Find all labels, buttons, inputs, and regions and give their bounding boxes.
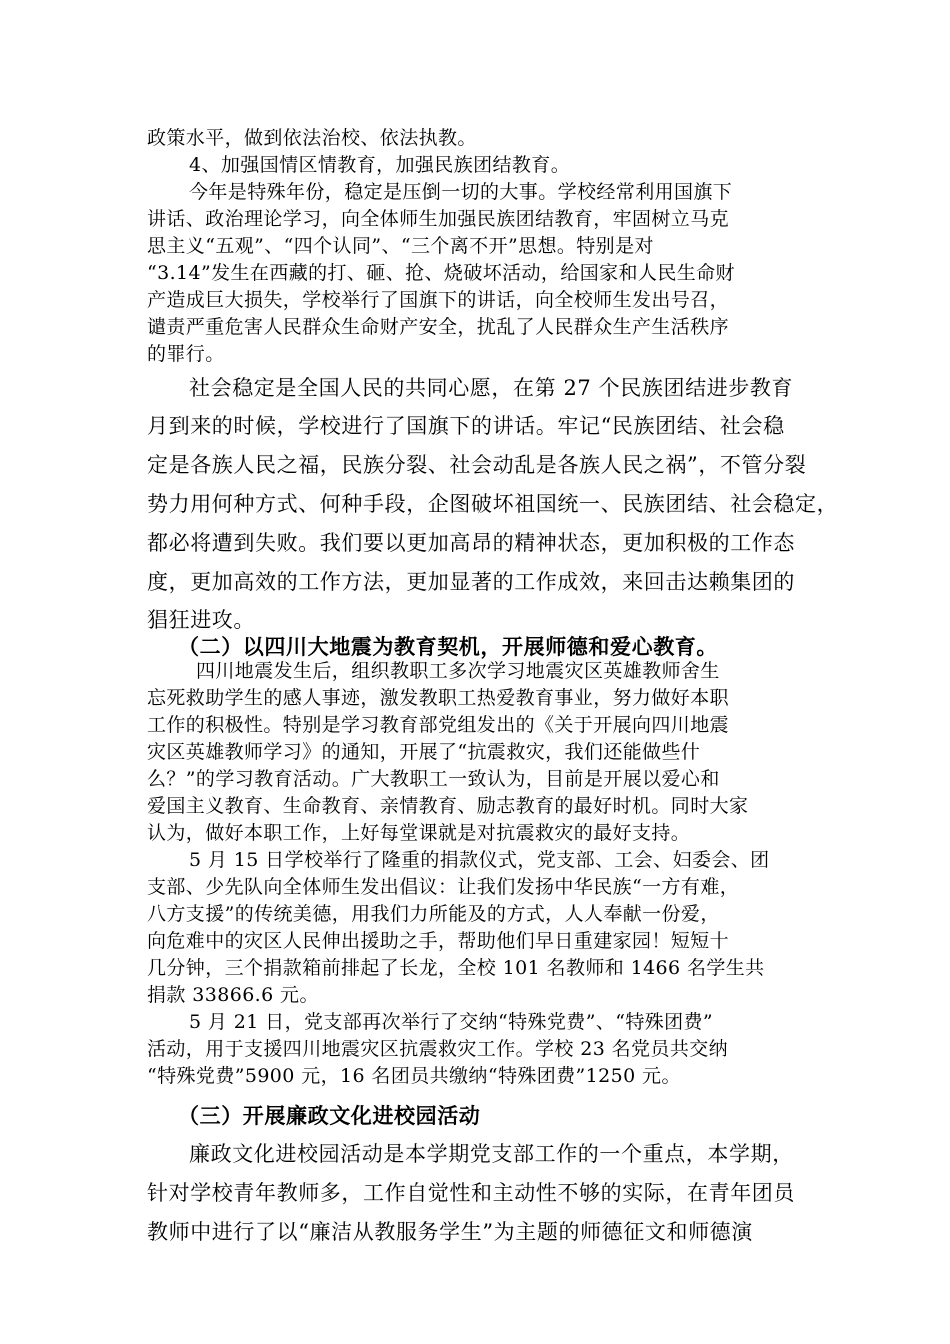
text-line: 都必将遭到失败。我们要以更加高昂的精神状态，更加积极的工作态	[147, 531, 795, 555]
text-line: 社会稳定是全国人民的共同心愿，在第 27 个民族团结进步教育	[189, 376, 794, 400]
text-line: 政策水平，做到依法治校、依法执教。	[147, 127, 477, 149]
text-line: “特殊党费”5900 元，16 名团员共缴纳“特殊团费”1250 元。	[147, 1065, 681, 1087]
text-line: 的罪行。	[147, 343, 225, 365]
text-line: 产造成巨大损失，学校举行了国旗下的讲话，向全校师生发出号召，	[147, 289, 730, 311]
text-line: 5 月 21 日，党支部再次举行了交纳“特殊党费”、“特殊团费”	[189, 1011, 714, 1033]
section-heading: （二）以四川大地震为教育契机，开展师德和爱心教育。	[178, 634, 718, 659]
text-line: 度，更加高效的工作方法，更加显著的工作成效，来回击达赖集团的	[147, 570, 795, 594]
text-line: 廉政文化进校园活动是本学期党支部工作的一个重点，本学期，	[189, 1142, 794, 1166]
text-line: 四川地震发生后，组织教职工多次学习地震灾区英雄教师舍生	[196, 660, 720, 682]
text-line: 针对学校青年教师多，工作自觉性和主动性不够的实际，在青年团员	[147, 1181, 795, 1205]
text-line: 么？”的学习教育活动。广大教职工一致认为，目前是开展以爱心和	[147, 768, 720, 790]
text-line: 忘死救助学生的感人事迹，激发教职工热爱教育事业，努力做好本职	[147, 687, 730, 709]
text-line: “3.14”发生在西藏的打、砸、抢、烧破坏活动，给国家和人民生命财	[147, 262, 735, 284]
text-line: 向危难中的灾区人民伸出援助之手，帮助他们早日重建家园！短短十	[147, 930, 730, 952]
text-line: 灾区英雄教师学习》的通知，开展了“抗震救灾，我们还能做些什	[147, 741, 701, 763]
section-heading: （三）开展廉政文化进校园活动	[178, 1103, 481, 1128]
text-line: 活动，用于支援四川地震灾区抗震救灾工作。学校 23 名党员共交纳	[147, 1038, 729, 1060]
text-line: 势力用何种方式、何种手段，企图破坏祖国统一、民族团结、社会稳定，	[147, 492, 839, 516]
text-line: 月到来的时候，学校进行了国旗下的讲话。牢记“民族团结、社会稳	[147, 414, 785, 438]
text-line: 捐款 33866.6 元。	[147, 984, 319, 1006]
text-line: 教师中进行了以“廉洁从教服务学生”为主题的师德征文和师德演	[147, 1220, 753, 1244]
text-line: 谴责严重危害人民群众生命财产安全，扰乱了人民群众生产生活秩序	[147, 316, 730, 338]
text-line: 认为，做好本职工作，上好每堂课就是对抗震救灾的最好支持。	[147, 822, 691, 844]
text-line: 今年是特殊年份，稳定是压倒一切的大事。学校经常利用国旗下	[189, 181, 733, 203]
text-line: 猖狂进攻。	[147, 608, 255, 632]
text-line: 5 月 15 日学校举行了隆重的捐款仪式，党支部、工会、妇委会、团	[189, 849, 770, 871]
text-line: 支部、少先队向全体师生发出倡议：让我们发扬中华民族“一方有难，	[147, 876, 740, 898]
text-line: 定是各族人民之福，民族分裂、社会动乱是各族人民之祸”，不管分裂	[147, 453, 807, 477]
text-line: 几分钟，三个捐款箱前排起了长龙，全校 101 名教师和 1466 名学生共	[147, 957, 765, 979]
text-line: 4、加强国情区情教育，加强民族团结教育。	[189, 154, 571, 176]
text-line: 工作的积极性。特别是学习教育部党组发出的《关于开展向四川地震	[147, 714, 730, 736]
text-line: 八方支援”的传统美德，用我们力所能及的方式，人人奉献一份爱，	[147, 903, 720, 925]
text-line: 爱国主义教育、生命教育、亲情教育、励志教育的最好时机。同时大家	[147, 795, 749, 817]
text-line: 思主义“五观”、“四个认同”、“三个离不开”思想。特别是对	[147, 235, 654, 257]
text-line: 讲话、政治理论学习，向全体师生加强民族团结教育，牢固树立马克	[147, 208, 730, 230]
